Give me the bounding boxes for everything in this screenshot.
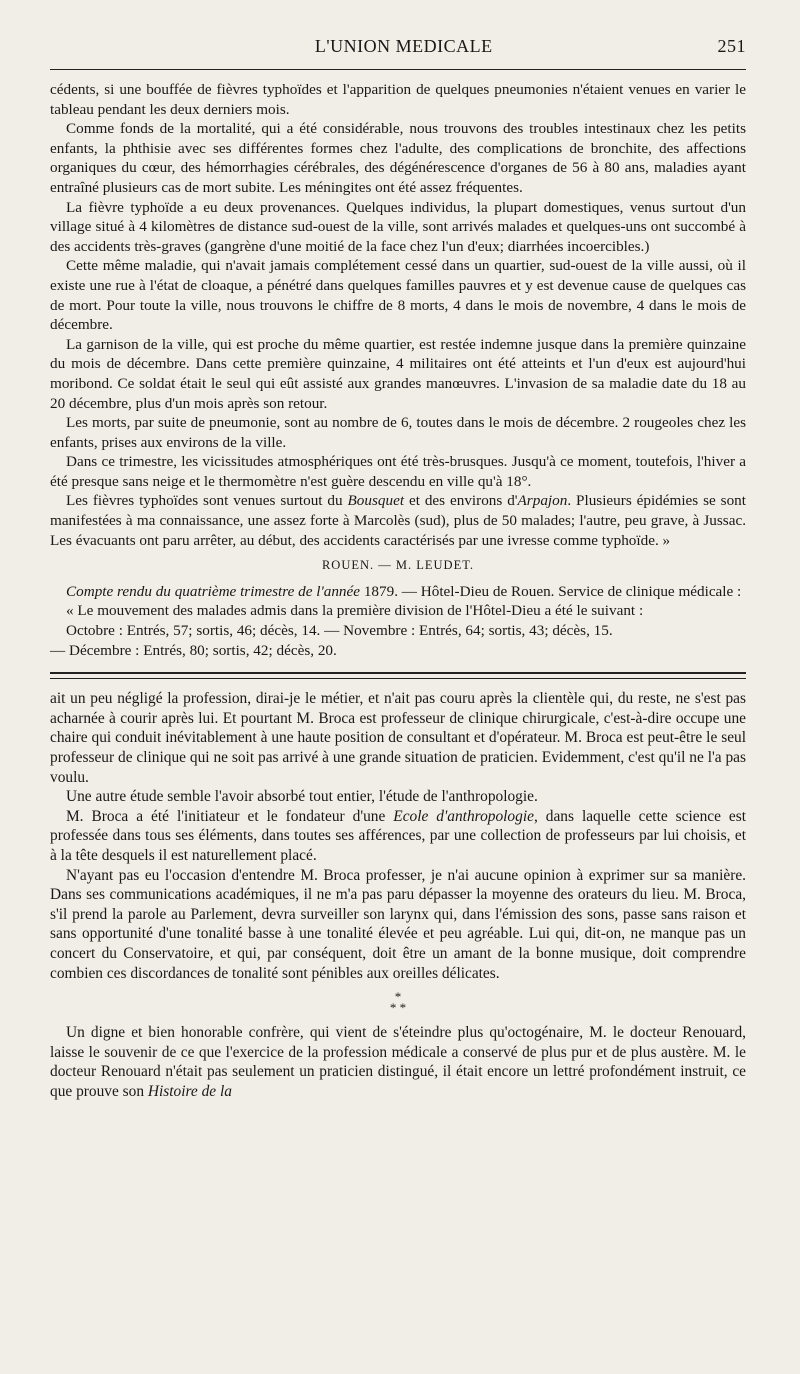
- paragraph: ait un peu négligé la profession, dirai-je le métier, et n'ait pas couru après la clientèle qui, du reste, ne s'est pas acharnée à courir après lui. Et pourtant M. Broca est professeur de clinique chirurgicale, c'est-à-dire occupe une chaire qui conduit inévitablement à une haute position de consultant et d'opérateur. M. Broca est peut-être le seul professeur de clinique qui ne soit pas arrivé à une grande situation de praticien. Evidemment, c'est qu'il ne l'a pas voulu.: [50, 690, 746, 786]
- text-run: M. Broca a été l'initiateur et le fondateur d'une: [66, 807, 394, 825]
- report-title: Compte rendu du quatrième trimestre de l'année: [66, 582, 361, 600]
- paragraph: Cette même maladie, qui n'avait jamais complétement cessé dans un quartier, sud-ouest de la ville aussi, où il existe une rue à l'état de cloaque, a pénétré dans quelques familles pauvres et y est devenue cause de quelques cas de mort. Pour toute la ville, nous trouvons le chiffre de 8 morts, 4 dans le mois de novembre, 4 dans le mois de décembre.: [50, 257, 746, 334]
- paragraph: N'ayant pas eu l'occasion d'entendre M. Broca professer, je n'ai aucune opinion à exprimer sur sa manière. Dans ses communications académiques, il ne m'a pas paru dépasser la moyenne des orateurs du lieu. M. Broca, s'il prend la parole au Parlement, devra surveiller son larynx qui, dans l'émission des sons, passe sans raison et sans opportunité d'une tonalité basse à une tonalité élevée et peu agréable. Lui qui, dit-on, ne manque pas un concert du Conservatoire, et qui, par conséquent, doit être un amant de la bonne musique, doit comprendre combien ces discordances de tonalité sont pénibles aux oreilles délicates.: [50, 866, 746, 982]
- asterism-bottom: * *: [389, 1000, 407, 1016]
- paragraph: « Le mouvement des malades admis dans la première division de l'Hôtel-Dieu a été le suivant :: [66, 602, 644, 620]
- page-number: 251: [717, 36, 746, 56]
- paragraph: [50, 1023, 746, 1101]
- paragraph: La fièvre typhoïde a eu deux provenances. Quelques individus, la plupart domestiques, venus surtout d'un village situé à 4 kilomètres de distance sud-ouest de la ville, sont arrivés malades et quelques-uns ont succombé à des accidents très-graves (gangrène d'une moitié de la face chez l'un d'eux; diarrhées incoercibles.): [50, 198, 746, 255]
- text-run: Les fièvres typhoïdes sont venues surtout du: [66, 492, 348, 510]
- asterism-top: *: [394, 989, 402, 1005]
- text-run: 1879. — Hôtel-Dieu de Rouen. Service de clinique médicale :: [360, 582, 742, 600]
- book-title: Histoire de la: [147, 1082, 232, 1100]
- stats-line: — Décembre : Entrés, 80; sortis, 42; décès, 20.: [50, 641, 337, 659]
- upper-text: [50, 80, 746, 660]
- lower-text: [50, 689, 746, 1101]
- text-run: , dans laquelle cette science est professée dans tous ses éléments, dans toutes ses afférences, par une collection de professeurs par lui choisis, et à la tête desquels il est naturellement placé.: [50, 807, 746, 864]
- text-run: et des environs d': [404, 492, 518, 510]
- school-name: Ecole d'anthropologie: [393, 807, 534, 825]
- paragraph: Dans ce trimestre, les vicissitudes atmosphériques ont été très-brusques. Jusqu'à ce moment, toutefois, l'hiver a été presque sans neige et le thermomètre n'est guère descendu en ville qu'à 18°.: [50, 453, 746, 490]
- paragraph: [50, 582, 746, 602]
- paragraph: La garnison de la ville, qui est proche du même quartier, est restée indemne jusque dans la première quinzaine du mois de décembre. Dans cette première quinzaine, 4 militaires ont été atteints et l'un d'eux est aujourd'hui moribond. Ce soldat était le seul qui eût assisté aux grandes manœuvres. L'invasion de sa maladie date du 18 au 20 décembre, plus d'un mois après son retour.: [50, 335, 746, 412]
- place-name: Bousquet: [347, 492, 405, 510]
- lower-column: [50, 689, 746, 1101]
- feuilleton-divider: [50, 672, 746, 679]
- journal-title: L'UNION MEDICALE: [314, 36, 493, 56]
- paragraph: [50, 491, 746, 550]
- upper-column: [50, 80, 746, 660]
- place-name: Arpajon: [517, 492, 568, 510]
- text-run: Un digne et bien honorable confrère, qui vient de s'éteindre plus qu'octogénaire, M. le docteur Renouard, laisse le souvenir de ce que l'exercice de la profession médicale a conservé de plus pur et de plus austère. M. le docteur Renouard n'était pas seulement un praticien distingué, il était encore un lettré profondément instruit, ce que prouve son: [50, 1024, 746, 1100]
- paragraph: Une autre étude semble l'avoir absorbé tout entier, l'étude de l'anthropologie.: [66, 788, 538, 806]
- stats-line: Octobre : Entrés, 57; sortis, 46; décès, 14. — Novembre : Entrés, 64; sortis, 43; décès, 15.: [66, 622, 613, 640]
- running-header: [50, 28, 746, 70]
- paragraph: cédents, si une bouffée de fièvres typhoïdes et l'apparition de quelques pneumonies n'étaient venues en varier le tableau pendant les deux derniers mois.: [50, 81, 746, 118]
- asterism: [50, 989, 746, 1016]
- text-run: . Plusieurs épidémies se sont manifestées à ma connaissance, une assez forte à Marcolès (sud), plus de 50 malades; l'autre, peu grave, à Jussac. Les évacuants ont paru arrêter, au début, des accidents caractérisés par une ivresse comme typhoïde. »: [50, 492, 746, 549]
- section-heading: ROUEN. — M. LEUDET.: [321, 558, 475, 573]
- paragraph: Comme fonds de la mortalité, qui a été considérable, nous trouvons des troubles intestinaux chez les petits enfants, la phthisie avec ses différentes formes chez l'adulte, des complications de bronchite, des affections organiques du cœur, des hémorrhagies cérébrales, des dégénérescence d'organes de 56 à 80 ans, maladies ayant entraîné plusieurs cas de mort subite. Les méningites ont été assez fréquentes.: [50, 120, 746, 196]
- paragraph: [50, 807, 746, 866]
- paragraph: Les morts, par suite de pneumonie, sont au nombre de 6, toutes dans le mois de décembre. 2 rougeoles chez les enfants, prises aux environs de la ville.: [50, 414, 746, 451]
